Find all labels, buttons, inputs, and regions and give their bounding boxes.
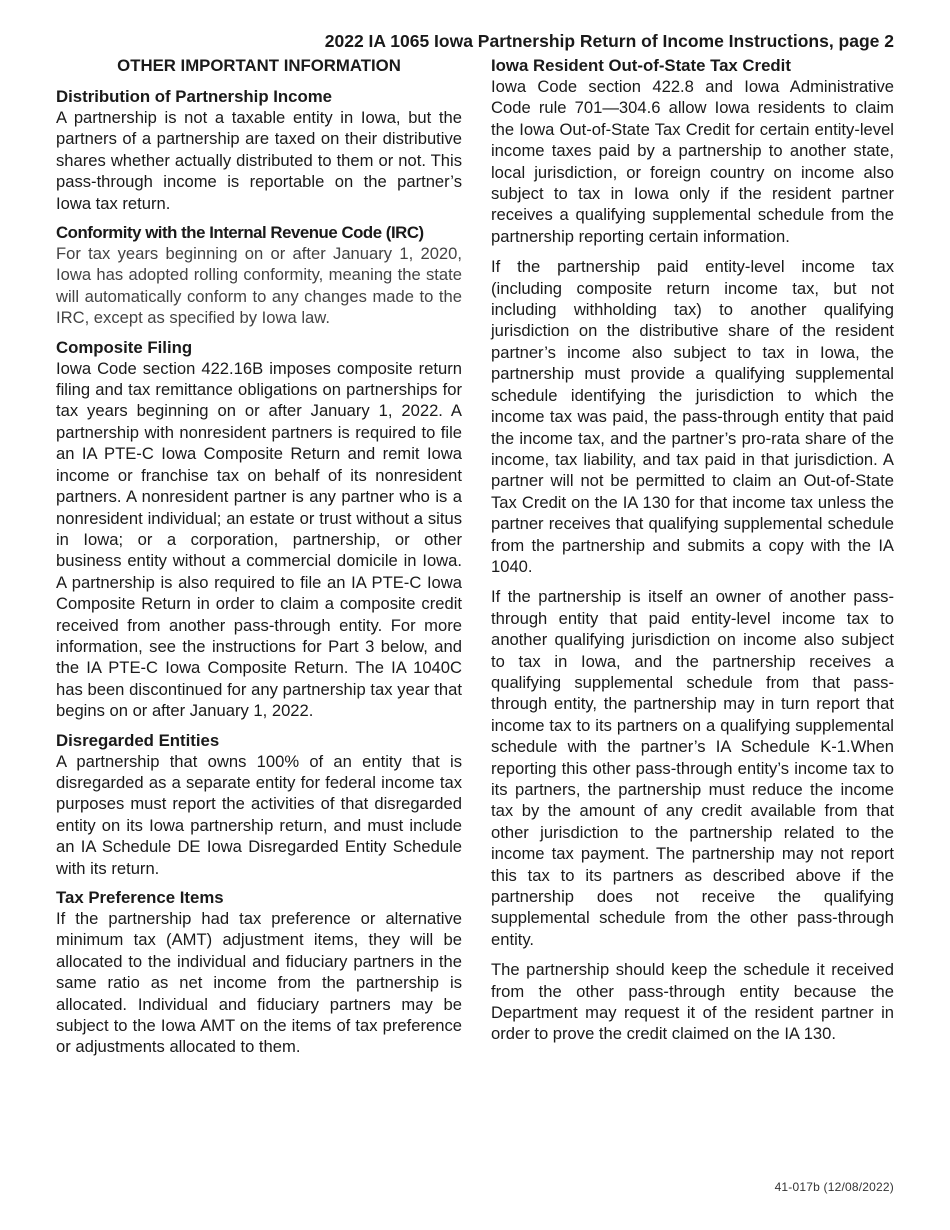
paragraph: If the partnership paid entity-level income tax (including composite return income tax, but not including withholding tax) to another qualifying jurisdiction on the distributive share of the resident partner’s income also subject to tax in Iowa, the partnership must provide a qualifying supplemental schedule identifying the jurisdiction to which the income tax was paid, the pass-through entity that paid the income tax, and the partner’s pro-rata share of the income, tax liability, and tax paid in that jurisdiction. A partner will not be permitted to claim an Out-of-State Tax Credit on the IA 130 for that income tax unless the partner receives that qualifying supplemental schedule from the partnership and submits a copy with the IA 1040.: [491, 257, 894, 576]
section-title: Iowa Resident Out-of-State Tax Credit: [491, 56, 791, 75]
section-body: For tax years beginning on or after January 1, 2020, Iowa has adopted rolling conformity, meaning the state will automatically conform to any changes made to the IRC, except as specified by Iowa law.: [56, 244, 462, 328]
section-body: A partnership that owns 100% of an entity that is disregarded as a separate entity for federal income tax purposes must report the activities of that disregarded entity on its Iowa partnership return, and must include an IA Schedule DE Iowa Disregarded Entity Schedule with its return.: [56, 751, 462, 878]
section-title: Distribution of Partnership Income: [56, 87, 332, 106]
section-tax-preference-items: [56, 887, 462, 1058]
section-distribution-of-partnership-income: [56, 86, 462, 214]
section-disregarded-entities: [56, 730, 462, 879]
section-iowa-resident-out-of-state-tax-credit: [491, 55, 894, 1045]
right-column: [491, 55, 894, 1054]
section-title: Disregarded Entities: [56, 730, 220, 750]
section-body: If the partnership had tax preference or alternative minimum tax (AMT) adjustment items, they will be allocated to the individual and fiduciary partners in the same ratio as net income from the partnership is allocated. Individual and fiduciary partners may be subject to the Iowa AMT on the items of tax preference or adjustments allocated to them.: [56, 909, 462, 1057]
section-body: Iowa Code section 422.16B imposes composite return filing and tax remittance obligations on partnerships for tax years beginning on or after January 1, 2022. A partnership with nonresident partners is required to file an IA PTE-C Iowa Composite Return and remit Iowa income or franchise tax on behalf of its nonresident partners. A nonresident partner is any partner who is a nonresident individual; an estate or trust without a situs in Iowa; or a corporation, partnership, or other business entity without a commercial domicile in Iowa. A partnership is also required to file an IA PTE-C Iowa Composite Return in order to claim a composite credit received from another pass-through entity. For more information, see the instructions for Part 3 below, and the IA PTE-C Iowa Composite Return. The IA 1040C has been discontinued for any partnership tax year that begins on or after January 1, 2022.: [56, 358, 462, 721]
form-code: 41-017b (12/08/2022): [774, 1180, 894, 1194]
section-body: A partnership is not a taxable entity in Iowa, but the partners of a partnership are taxed on their distributive shares whether actually distributed to them or not. This pass-through income is reportable on the partner’s Iowa tax return.: [56, 108, 462, 213]
section-heading-other-important-information: OTHER IMPORTANT INFORMATION: [117, 56, 401, 75]
section-title: Tax Preference Items: [56, 888, 224, 907]
paragraph: If the partnership is itself an owner of another pass-through entity that paid entity-level income tax to another qualifying jurisdiction on income also subject to tax in Iowa, and the partnership receives a qualifying supplemental schedule from that pass-through entity, the partnership may in turn report that income tax to its partners on a qualifying supplemental schedule with the partner’s IA Schedule K-1.When reporting this other pass-through entity’s income tax to its partners, the partnership must reduce the income tax by the amount of any credit available from that other jurisdiction to the partnership related to the income tax payment. The partnership may not report this tax to its partners as described above if the partnership does not receive the qualifying supplemental schedule from the other pass-through entity.: [491, 587, 894, 949]
paragraph: The partnership should keep the schedule it received from the other pass-through entity because the Department may request it of the resident partner in order to prove the credit claimed on the IA 130.: [491, 960, 894, 1044]
left-column: [56, 55, 462, 1066]
section-conformity-with-irc: [56, 222, 462, 329]
section-title: Conformity with the Internal Revenue Code (IRC): [56, 223, 424, 243]
paragraph: Iowa Code section 422.8 and Iowa Administrative Code rule 701—304.6 allow Iowa residents to claim the Iowa Out-of-State Tax Credit for certain entity-level income taxes paid by a partnership to another state, local jurisdiction, or foreign country on income also subject to tax in Iowa only if the resident partner receives a qualifying supplemental schedule from the partnership reporting certain information.: [491, 77, 894, 246]
section-composite-filing: [56, 337, 462, 722]
page-title: 2022 IA 1065 Iowa Partnership Return of Income Instructions, page 2: [324, 31, 894, 51]
section-title: Composite Filing: [56, 337, 193, 357]
